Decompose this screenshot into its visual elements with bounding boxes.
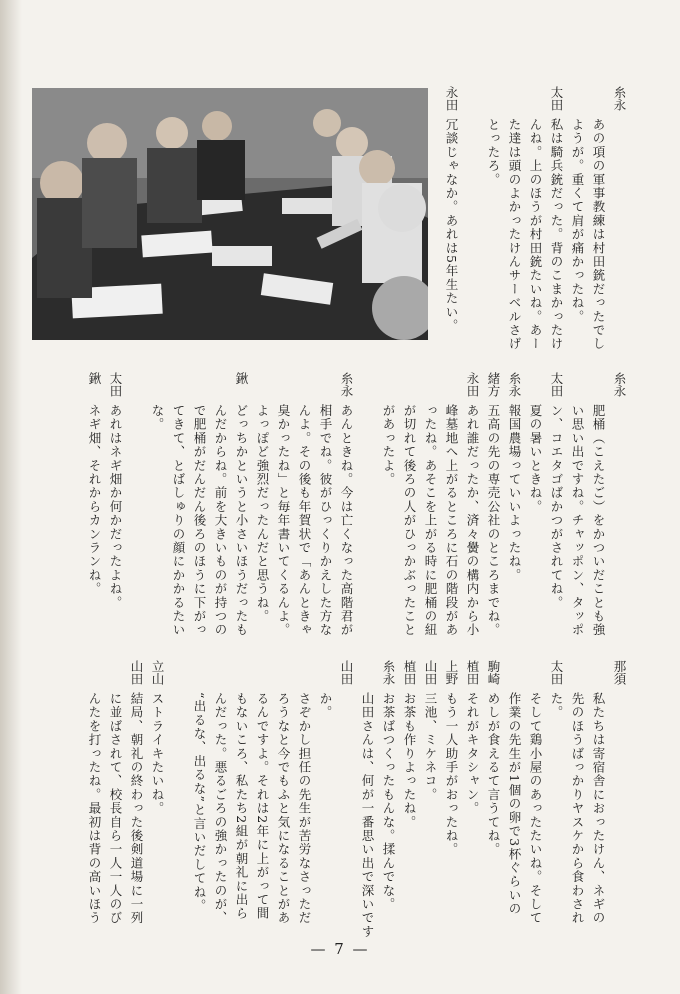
- text-line: 山田さんは、何が一番思い出で深いです: [360, 692, 375, 939]
- text-line: んだった。悪るごろの強かったのが、: [213, 692, 228, 925]
- text-line: ったね。あそこを上がる時に肥桶の紐: [423, 404, 438, 637]
- text-line: あれはネギ畑か何かだったよね。: [108, 404, 123, 610]
- text-line: よっぽど強烈だったんだと思うね。: [255, 404, 270, 624]
- text-line: 三池、ミケネコ。: [423, 692, 438, 802]
- text-line: んよ。その後も年賀状で「あんときゃ: [297, 404, 312, 637]
- speaker-label: 永田: [465, 372, 480, 397]
- text-line: か。: [318, 692, 333, 720]
- text-line: た。: [549, 692, 564, 720]
- text-line: 作業の先生が1個の卵で3杯ぐらいの: [507, 692, 522, 916]
- text-line: それがキタシャン。: [465, 692, 480, 816]
- text-line: んたを打ったね。最初は背の高いほう: [87, 692, 102, 925]
- text-line: 先のほうばっかりヤスケから食わされ: [570, 692, 585, 925]
- page-gutter-shadow: [0, 0, 22, 994]
- group-meeting-photo: [32, 88, 428, 340]
- speaker-label: 太田: [549, 372, 564, 397]
- text-line: ようが。重くて肩が痛かったね。: [570, 118, 585, 324]
- text-line: 報国農場っていいよったね。: [507, 404, 522, 583]
- text-line: 結局、朝礼の終わった後剣道場に一列: [129, 692, 144, 925]
- text-line: もう一人助手がおったね。: [444, 692, 459, 857]
- speaker-label: 糸永: [612, 372, 627, 397]
- text-line: あんときね。今は亡くなった高階君が: [339, 404, 354, 637]
- text-line: るんですよ。それは2年に上がって間: [255, 692, 270, 921]
- text-line: 臭かったね」と毎年書いてくるんよ。: [276, 404, 291, 637]
- text-line: 夏の暑いときね。: [528, 404, 543, 514]
- text-line: ろうなと今でもふと気になることがあ: [276, 692, 291, 925]
- text-line: あれ誰だったか、済々黌の構内から小: [465, 404, 480, 637]
- text-line: “出るな、出るな”と言いだしてね。: [192, 692, 207, 913]
- text-line: 肥桶（こえたご）をかついだことも強: [591, 404, 606, 637]
- speaker-label: 鍬: [87, 372, 102, 385]
- speaker-label: 植田: [402, 660, 417, 685]
- speaker-label: 緒方: [486, 372, 501, 397]
- speaker-label: 永田: [444, 86, 459, 111]
- speaker-label: 鍬: [234, 372, 249, 385]
- text-line: 峰墓地へ上がるところに石の階段があ: [444, 404, 459, 637]
- speaker-label: 駒崎: [486, 660, 501, 685]
- text-line: があったよ。: [381, 404, 396, 487]
- text-line: 相手でね。彼がひっくりかえした方な: [318, 404, 333, 637]
- text-line: い思い出ですね。チャッポン、タッポ: [570, 404, 585, 637]
- speaker-label: 糸永: [612, 86, 627, 111]
- text-line: た達は頭のよかったけんサーベルさげ: [507, 118, 522, 351]
- text-line: んだからね。前を大きいものが持つの: [213, 404, 228, 637]
- speaker-label: 立山: [150, 660, 165, 685]
- speaker-label: 太田: [549, 86, 564, 111]
- text-line: もないころ、私たち2組が朝礼に出ら: [234, 692, 249, 921]
- speaker-label: 上野: [444, 660, 459, 685]
- text-line: 私たちは寄宿舎におったけん、ネギの: [591, 692, 606, 925]
- text-line: お茶ばつくったもんな。揉んでな。: [381, 692, 396, 912]
- text-line: てきて、とばしゅりの顔にかかるたい: [171, 404, 186, 637]
- text-line: どっちかというと小さいほうだったも: [234, 404, 249, 637]
- text-line: さぞかし担任の先生が苦労なさっただ: [297, 692, 312, 925]
- speaker-label: 糸永: [507, 372, 522, 397]
- text-line: そして鶏小屋のあったたいね。そして: [528, 692, 543, 925]
- speaker-label: 山田: [339, 660, 354, 685]
- speaker-label: 植田: [465, 660, 480, 685]
- speaker-label: 糸永: [381, 660, 396, 685]
- text-line: お茶も作りよったね。: [402, 692, 417, 829]
- text-line: な。: [150, 404, 165, 432]
- speaker-label: 那須: [612, 660, 627, 685]
- text-line: に並ばされて、校長自ら一人一人のび: [108, 692, 123, 925]
- text-line: とったろ。: [486, 118, 501, 187]
- speaker-label: 山田: [129, 660, 144, 685]
- text-line: ネギ畑、それからカンランね。: [87, 404, 102, 596]
- photo-icon: [32, 88, 428, 340]
- speaker-label: 太田: [549, 660, 564, 685]
- text-line: で肥桶がだんだん後ろのほうに下がっ: [192, 404, 207, 637]
- speaker-label: 糸永: [339, 372, 354, 397]
- text-line: 冗談じゃなか。あれは5年生たい。: [444, 118, 459, 333]
- page-number: — 7 —: [310, 940, 370, 958]
- text-line: ストライキたいね。: [150, 692, 165, 816]
- text-line: が切れて後ろの人がひっかぶったこと: [402, 404, 417, 637]
- text-line: めしが食えるて言うてね。: [486, 692, 501, 857]
- text-line: んね。上のほうが村田銃たいね。あー: [528, 118, 543, 351]
- text-line: あの項の軍事教練は村田銃だったでし: [591, 118, 606, 351]
- text-line: 私は騎兵銃だった。背のこまかったけ: [549, 118, 564, 351]
- text-line: ン、コエタゴばかつがされてね。: [549, 404, 564, 610]
- speaker-label: 山田: [423, 660, 438, 685]
- text-line: 五高の先の専売公社のところまでね。: [486, 404, 501, 637]
- speaker-label: 太田: [108, 372, 123, 397]
